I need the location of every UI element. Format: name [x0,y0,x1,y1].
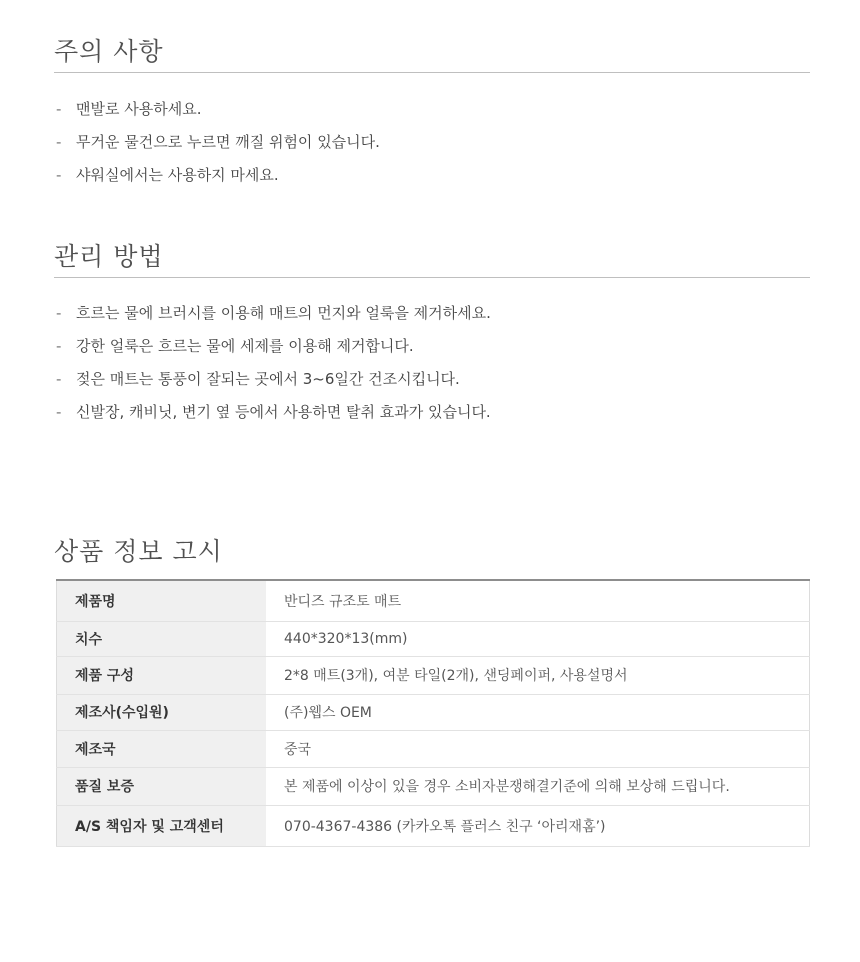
list-item-text: 강한 얼룩은 흐르는 물에 세제를 이용해 제거합니다. [76,337,414,355]
bullet-dash: - [56,133,62,151]
bullet-dash: - [56,403,62,421]
table-row [57,730,810,767]
row-value: 본 제품에 이상이 있을 경우 소비자분쟁해결기준에 의해 보상해 드립니다. [266,767,810,805]
table-row [57,580,810,621]
list-item-text: 맨발로 사용하세요. [76,100,202,118]
caution-divider [54,72,810,73]
row-value: 반디즈 규조토 매트 [266,580,810,621]
list-item [56,369,491,402]
row-label: 제품 구성 [57,656,267,694]
list-item [56,402,491,435]
product-info-table [56,579,810,847]
list-item [56,165,380,198]
list-item-text: 젖은 매트는 통풍이 잘되는 곳에서 3~6일간 건조시킵니다. [76,370,460,388]
row-label: A/S 책임자 및 고객센터 [57,805,267,846]
row-label: 제조국 [57,730,267,767]
care-title: 관리 방법 [54,242,164,271]
list-item [56,132,380,165]
table-row [57,805,810,846]
caution-list [56,99,380,198]
row-value: 070-4367-4386 (카카오톡 플러스 친구 ‘아리재홈’) [266,805,810,846]
table-row [57,767,810,805]
care-divider [54,277,810,278]
caution-title: 주의 사항 [54,37,164,66]
row-label: 품질 보증 [57,767,267,805]
table-row [57,694,810,730]
bullet-dash: - [56,100,62,118]
table-row [57,656,810,694]
row-value: 2*8 매트(3개), 여분 타일(2개), 샌딩페이퍼, 사용설명서 [266,656,810,694]
list-item [56,99,380,132]
list-item-text: 신발장, 캐비닛, 변기 옆 등에서 사용하면 탈취 효과가 있습니다. [76,403,491,421]
list-item-text: 샤워실에서는 사용하지 마세요. [76,166,279,184]
row-value: (주)웹스 OEM [266,694,810,730]
table-row [57,621,810,656]
bullet-dash: - [56,166,62,184]
list-item [56,336,491,369]
row-label: 제조사(수입원) [57,694,267,730]
bullet-dash: - [56,337,62,355]
row-label: 치수 [57,621,267,656]
list-item-text: 흐르는 물에 브러시를 이용해 매트의 먼지와 얼룩을 제거하세요. [76,304,491,322]
list-item-text: 무거운 물건으로 누르면 깨질 위험이 있습니다. [76,133,380,151]
row-value: 440*320*13(mm) [266,621,810,656]
row-value: 중국 [266,730,810,767]
care-list [56,303,491,435]
bullet-dash: - [56,370,62,388]
notice-title: 상품 정보 고시 [54,537,223,566]
bullet-dash: - [56,304,62,322]
row-label: 제품명 [57,580,267,621]
list-item [56,303,491,336]
